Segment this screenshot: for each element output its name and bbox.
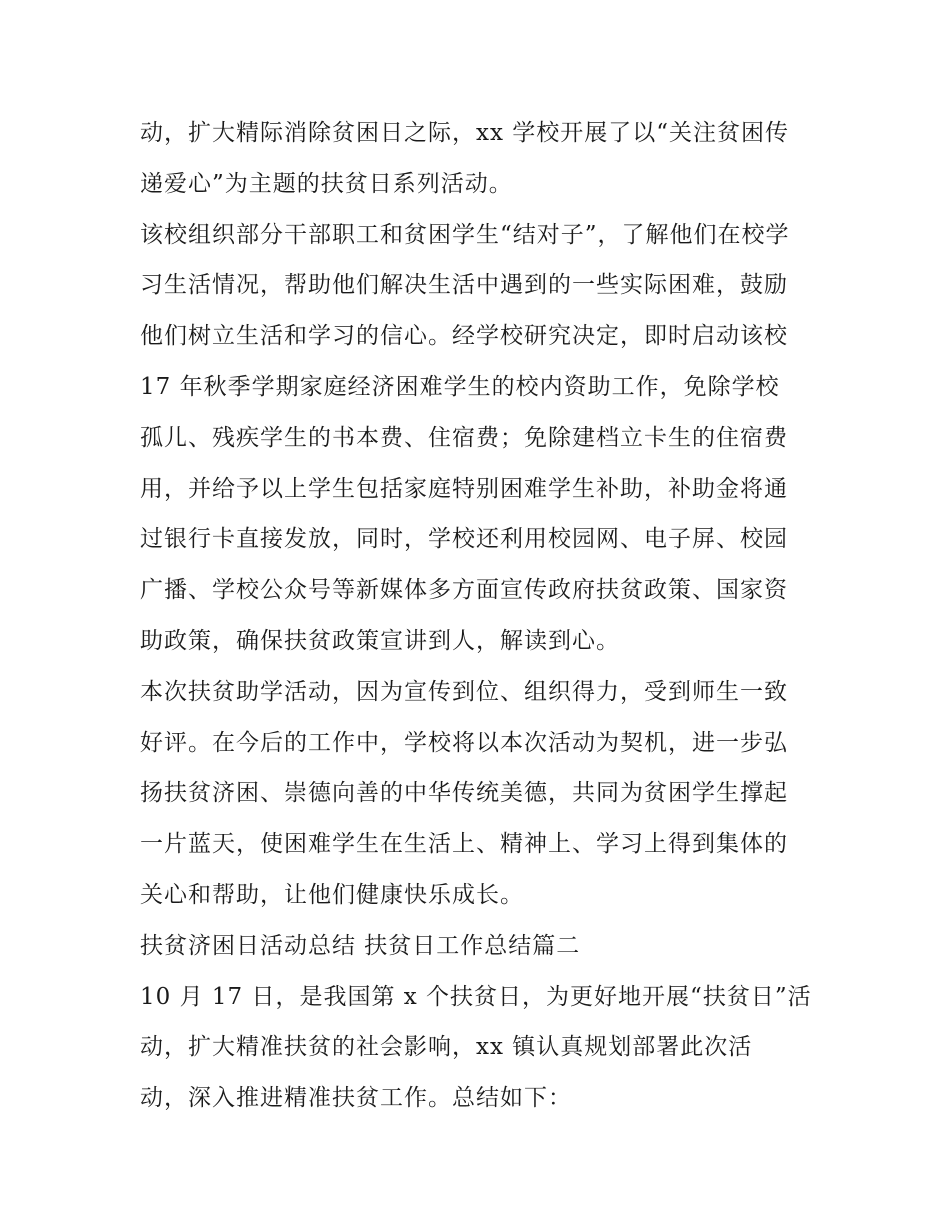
text-line: 过银行卡直接发放，同时，学校还利用校园网、电子屏、校园 (140, 526, 788, 553)
text-line: 一片蓝天，使困难学生在生活上、精神上、学习上得到集体的 (140, 831, 788, 858)
text-line: 用，并给予以上学生包括家庭特别困难学生补助，补助金将通 (140, 475, 788, 502)
text-line: 动，扩大精准扶贫的社会影响，xx 镇认真规划部署此次活 (140, 1034, 753, 1061)
text-line: 扬扶贫济困、崇德向善的中华传统美德，共同为贫困学生撑起 (140, 780, 788, 807)
text-line: 好评。在今后的工作中，学校将以本次活动为契机，进一步弘 (140, 729, 788, 756)
text-line: 习生活情况，帮助他们解决生活中遇到的一些实际困难，鼓励 (140, 272, 788, 299)
text-line: 10 月 17 日，是我国第 x 个扶贫日，为更好地开展“扶贫日”活 (140, 983, 812, 1010)
text-line: 广播、学校公众号等新媒体多方面宣传政府扶贫政策、国家资 (140, 577, 788, 604)
text-line: 动，扩大精际消除贫困日之际，xx 学校开展了以“关注贫困传 (140, 120, 790, 146)
text-line: 递爱心”为主题的扶贫日系列活动。 (140, 170, 513, 197)
text-line: 助政策，确保扶贫政策宣讲到人，解读到心。 (140, 627, 620, 654)
text-line: 他们树立生活和学习的信心。经学校研究决定，即时启动该校 (140, 323, 788, 350)
text-line: 动，深入推进精准扶贫工作。总结如下： (140, 1085, 572, 1112)
text-line: 该校组织部分干部职工和贫困学生“结对子”，了解他们在校学 (140, 221, 790, 248)
document-body (140, 108, 830, 1124)
section-heading: 扶贫济困日活动总结 扶贫日工作总结篇二 (140, 932, 581, 959)
text-line: 关心和帮助，让他们健康快乐成长。 (140, 881, 524, 908)
text-line: 本次扶贫助学活动，因为宣传到位、组织得力，受到师生一致 (140, 678, 788, 705)
text-line: 17 年秋季学期家庭经济困难学生的校内资助工作，免除学校 (140, 373, 780, 400)
text-line: 孤儿、残疾学生的书本费、住宿费；免除建档立卡生的住宿费 (140, 424, 788, 451)
